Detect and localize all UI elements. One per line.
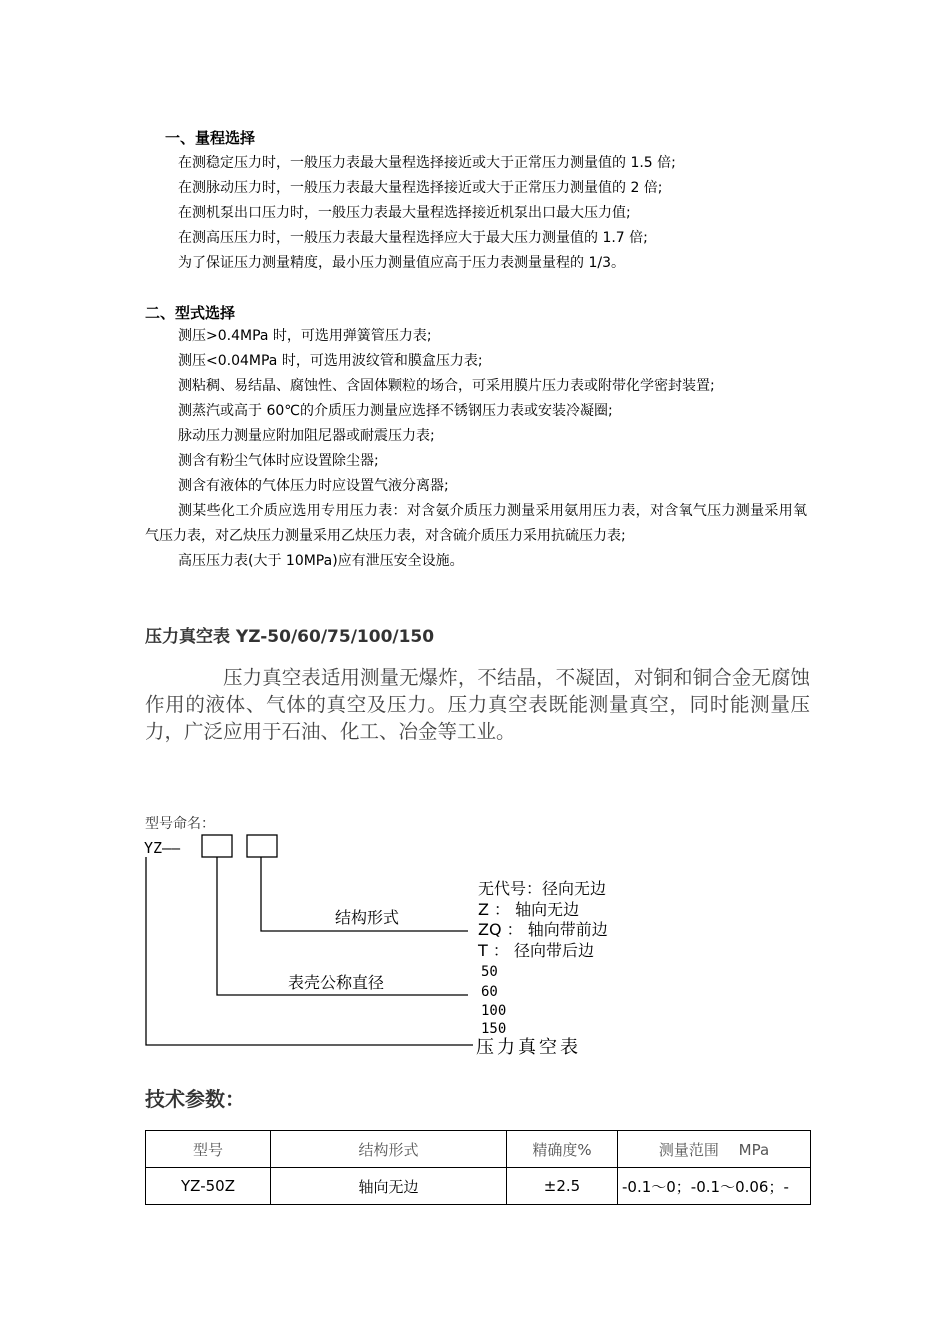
section1-title: 一、量程选择 (165, 129, 256, 147)
table-header-row (146, 1131, 811, 1168)
tech-params-table (145, 1130, 811, 1205)
cell-model: YZ-50Z (146, 1168, 271, 1205)
structure-option: ZQ ： 轴向带前边 (478, 920, 608, 939)
diameter-option: 50 (481, 964, 498, 980)
structure-option: 无代号：径向无边 (478, 879, 607, 898)
structure-option: T ： 径向带后边 (478, 941, 594, 960)
section2-line: 高压压力表(大于 10MPa)应有泄压安全设施。 (178, 553, 464, 569)
table-row (146, 1168, 811, 1205)
header-accuracy: 精确度% (507, 1131, 618, 1168)
cell-range-text: -0.1～0；-0.1～0.06；- (622, 1177, 789, 1196)
section1-line: 在测脉动压力时，一般压力表最大量程选择接近或大于正常压力测量值的 2 倍; (178, 180, 663, 196)
diameter-option: 60 (481, 984, 498, 1000)
product-name: 压力真空表 (476, 1037, 581, 1058)
product-description: 压力真空表适用测量无爆炸，不结晶，不凝固，对铜和铜合金无腐蚀作用的液体、气体的真空及压力。压力真空表既能测量真空，同时能测量压力，广泛应用于石油、化工、冶金等工业。 (145, 666, 810, 743)
section2-line: 测含有液体的气体压力时应设置气液分离器; (178, 478, 449, 494)
section2-line: 测含有粉尘气体时应设置除尘器; (178, 453, 379, 469)
cell-accuracy: ±2.5 (507, 1168, 618, 1205)
naming-prefix: YZ—— (144, 839, 181, 857)
diameter-label: 表壳公称直径 (288, 973, 385, 992)
section2-line: 测粘稠、易结晶、腐蚀性、含固体颗粒的场合，可采用膜片压力表或附带化学密封装置; (178, 378, 715, 394)
model-naming-diagram (140, 832, 640, 1062)
section1-body (178, 151, 676, 276)
section1-line: 为了保证压力测量精度，最小压力测量值应高于压力表测量量程的 1/3。 (178, 255, 625, 271)
section2-line: 脉动压力测量应附加阻尼器或耐震压力表; (178, 428, 435, 444)
section1-line: 在测机泵出口压力时，一般压力表最大量程选择接近机泵出口最大压力值; (178, 205, 631, 221)
section2-body (145, 324, 807, 574)
cell-structure: 轴向无边 (271, 1168, 507, 1205)
structure-code-box (247, 835, 277, 857)
tech-params-title: 技术参数： (145, 1087, 245, 1111)
diameter-option: 150 (481, 1021, 507, 1037)
section1-line: 在测高压压力时，一般压力表最大量程选择应大于最大压力测量值的 1.7 倍; (178, 230, 648, 246)
structure-label: 结构形式 (335, 908, 400, 927)
product-leader-line (146, 857, 473, 1045)
diameter-option: 100 (481, 1003, 507, 1019)
header-model: 型号 (146, 1131, 271, 1168)
cell-range (618, 1168, 811, 1205)
section1-line: 在测稳定压力时，一般压力表最大量程选择接近或大于正常压力测量值的 1.5 倍; (178, 155, 676, 171)
section2-title: 二、型式选择 (145, 304, 236, 322)
header-range: 测量范围 MPa (618, 1131, 811, 1168)
product-title: 压力真空表 YZ-50/60/75/100/150 (145, 627, 435, 647)
section2-line: 测压>0.4MPa 时，可选用弹簧管压力表; (178, 328, 432, 344)
section2-line: 测压<0.04MPa 时，可选用波纹管和膜盒压力表; (178, 353, 483, 369)
section2-line: 测蒸汽或高于 60℃的介质压力测量应选择不锈钢压力表或安装冷凝圈; (178, 403, 613, 419)
structure-option: Z ： 轴向无边 (478, 900, 580, 919)
section2-paragraph: 测某些化工介质应选用专用压力表：对含氨介质压力测量采用氨用压力表，对含氧气压力测量采用氧气压力表，对乙炔压力测量采用乙炔压力表，对含硫介质压力采用抗硫压力表; (145, 503, 807, 544)
diameter-code-box (202, 835, 232, 857)
naming-label: 型号命名： (145, 816, 215, 832)
header-structure: 结构形式 (271, 1131, 507, 1168)
